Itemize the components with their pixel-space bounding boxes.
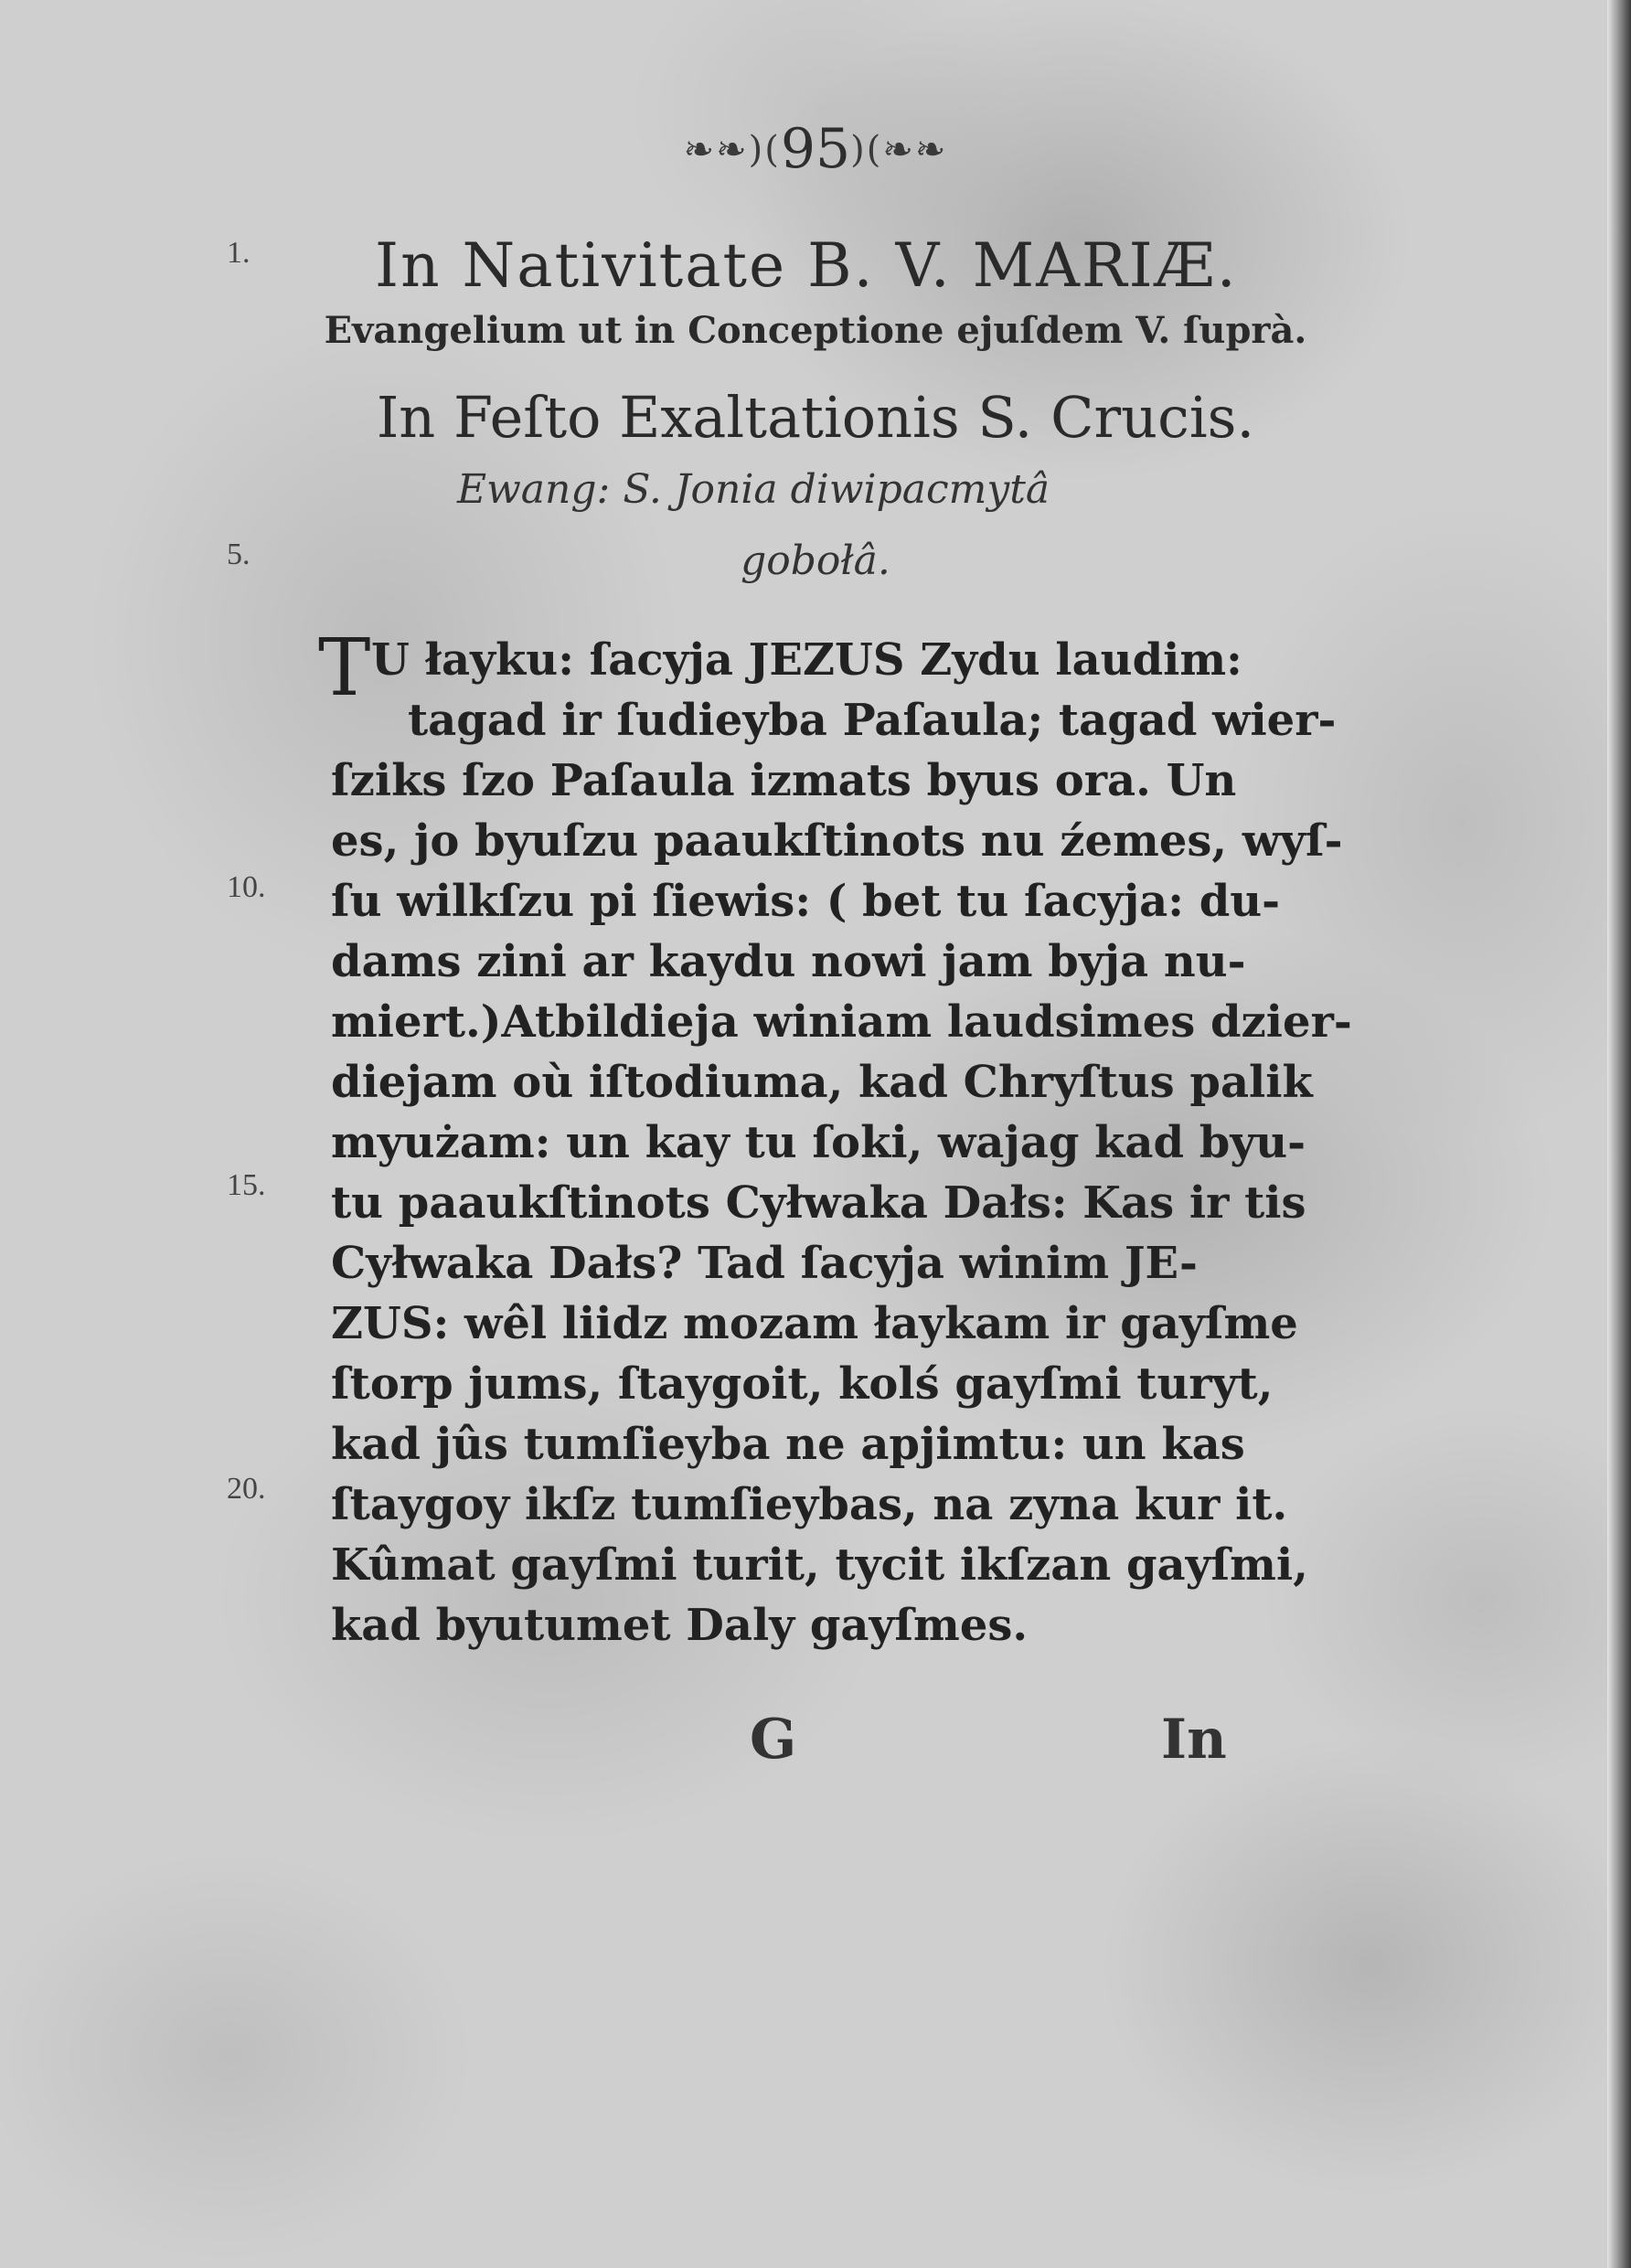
body-line: tagad ir ſudieyba Paſaula; tagad wier-: [408, 695, 1337, 746]
header-ornament-right: )(❧❧: [850, 129, 948, 171]
body-line: kad byutumet Daly gayſmes.: [331, 1600, 1029, 1651]
body-line: ſziks ſzo Paſaula izmats byus ora. Un: [331, 755, 1237, 806]
body-line: diejam où iſtodiuma, kad Chryſtus palik: [331, 1057, 1313, 1108]
heading-nativitate: In Nativitate B. V. MARIÆ.: [375, 230, 1238, 301]
line-number-10: 10.: [227, 870, 266, 904]
body-line: Cyłwaka Dałs? Tad ſacyja winim JE-: [331, 1238, 1198, 1289]
header-ornament-left: ❧❧)(: [683, 129, 781, 171]
body-line: kad jûs tumſieyba ne apjimtu: un kas: [331, 1419, 1245, 1470]
line-number-1: 1.: [227, 236, 251, 270]
drop-cap: T: [318, 623, 371, 714]
page-number: 95: [780, 117, 851, 181]
body-line: myużam: un kay tu ſoki, wajag kad byu-: [331, 1117, 1306, 1168]
subheading-evangelium: Evangelium ut in Conceptione ejuſdem V. ſuprà.: [324, 309, 1307, 352]
body-line: ſu wilkſzu pi ſiewis: ( bet tu ſacyja: du-: [331, 876, 1281, 927]
line-number-5: 5.: [227, 538, 251, 571]
line-number-15: 15.: [227, 1168, 266, 1202]
page-header: [0, 117, 1631, 181]
body-line: miert.)Atbildieja winiam laudsimes dzier-: [331, 996, 1352, 1048]
subheading-ewang: Ewang: S. Jonia diwipacmytâ: [457, 466, 1050, 513]
body-line: dams zini ar kaydu nowi jam byja nu-: [331, 936, 1246, 987]
body-line: U łayku: ſacyja JEZUS Zydu laudim:: [371, 634, 1242, 686]
body-line: ſtaygoy ikſz tumſieybas, na zyna kur it.: [331, 1479, 1288, 1530]
body-line: Kûmat gayſmi turit, tycit ikſzan gayſmi,: [331, 1539, 1308, 1591]
heading-exaltationis: In Feſto Exaltationis S. Crucis.: [376, 384, 1255, 451]
body-line: tu paaukſtinots Cyłwaka Dałs: Kas ir tis: [331, 1177, 1306, 1229]
body-line: es, jo byuſzu paaukſtinots nu źemes, wyſ-: [331, 815, 1343, 867]
signature-mark: G: [750, 1708, 797, 1772]
subheading-gobola: gobołâ.: [741, 538, 890, 584]
body-line: ZUS: wêl liidz mozam łaykam ir gayſme: [331, 1298, 1298, 1349]
body-line: ſtorp jums, ſtaygoit, kolś gayſmi turyt,: [331, 1358, 1274, 1410]
catchword: In: [1161, 1708, 1227, 1772]
line-number-20: 20.: [227, 1472, 266, 1506]
